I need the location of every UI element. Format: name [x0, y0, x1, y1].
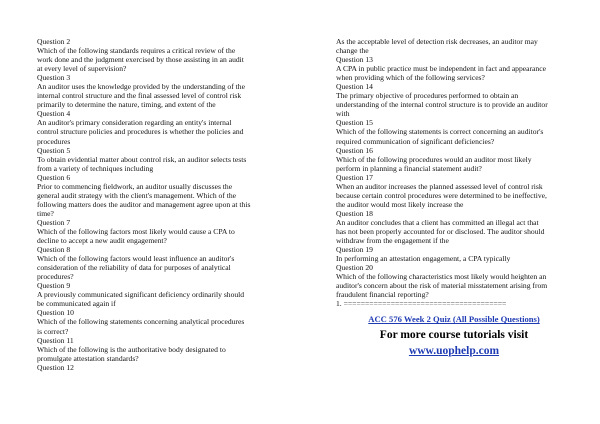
text-line: change the [336, 46, 369, 56]
text-line: internal control structure and the final assessed level of control risk [37, 91, 242, 101]
text-line: Which of the following statements concerning analytical procedures [37, 317, 245, 327]
text-line: with [336, 109, 350, 119]
text-line: auditor's concern about the risk of material misstatement arising from [336, 281, 548, 291]
text-line: decline to accept a new audit engagement? [37, 236, 167, 246]
text-line: is correct? [37, 326, 69, 336]
question-number: Question 12 [37, 362, 74, 372]
text-line: procedures? [37, 272, 74, 282]
question-number: Question 6 [37, 172, 71, 182]
text-line: Which of the following procedures would an auditor most likely [336, 154, 532, 164]
text-line: 1. ====================================== [336, 299, 507, 309]
quiz-title-link[interactable]: ACC 576 Week 2 Quiz (All Possible Questions) [368, 314, 540, 325]
text-line: A previously communicated significant deficiency ordinarily should [37, 290, 245, 300]
text-line: An auditor uses the knowledge provided by the understanding of the [37, 82, 245, 92]
question-number: Question 9 [37, 281, 71, 291]
question-number: Question 10 [37, 308, 74, 318]
text-line: when providing which of the following services? [336, 73, 485, 83]
question-number: Question 4 [37, 109, 71, 119]
question-number: Question 20 [336, 263, 373, 273]
text-line: The primary objective of procedures performed to obtain an [336, 91, 519, 101]
text-line: To obtain evidential matter about control risk, an auditor selects tests [37, 154, 247, 164]
text-line: primarily to determine the nature, timing, and extent of the [37, 100, 216, 110]
text-line: fraudulent financial reporting? [336, 290, 429, 300]
question-number: Question 3 [37, 73, 71, 83]
promo-text: For more course tutorials visit [379, 329, 529, 342]
text-line: An auditor concludes that a client has committed an illegal act that [336, 217, 539, 227]
right-column-lines [336, 37, 572, 308]
text-line: work done and the judgment exercised by those assisting in an audit [37, 55, 244, 65]
text-line: As the acceptable level of detection risk decreases, an auditor may [336, 37, 538, 46]
text-line: control structure policies and procedures is whether the policies and [37, 127, 244, 137]
text-line: Which of the following standards requires a critical review of the [37, 46, 236, 56]
question-number: Question 11 [37, 335, 74, 345]
text-line: from a variety of techniques including [37, 163, 154, 173]
question-number: Question 18 [336, 208, 373, 218]
text-line: Which of the following is the authoritative body designated to [37, 344, 226, 354]
question-number: Question 8 [37, 245, 71, 255]
text-line: Which of the following statements is correct concerning an auditor's [336, 127, 544, 137]
question-number: Question 5 [37, 145, 71, 155]
text-line: following matters does the auditor and management agree upon at this [37, 199, 251, 209]
text-line: promulgate attestation standards? [37, 353, 139, 363]
text-line: has not been properly accounted for or disclosed. The auditor should [336, 226, 545, 236]
text-line: When an auditor increases the planned assessed level of control risk [336, 181, 543, 191]
text-line: general audit strategy with the client's management. Which of the [37, 190, 237, 200]
text-line: perform in planning a financial statement audit? [336, 163, 482, 173]
website-link[interactable]: www.uophelp.com [408, 344, 500, 357]
text-line: An auditor's primary consideration regarding an entity's internal [37, 118, 232, 128]
question-number: Question 16 [336, 145, 373, 155]
text-line: Prior to commencing fieldwork, an auditor usually discusses the [37, 181, 233, 191]
text-line: because certain control procedures were determined to be ineffective, [336, 190, 547, 200]
text-line: In performing an attestation engagement, a CPA typically [336, 254, 511, 264]
text-line: Which of the following factors most likely would cause a CPA to [37, 226, 235, 236]
text-line: required communication of significant deficiencies? [336, 136, 495, 146]
right-column [336, 37, 572, 356]
text-line: procedures [37, 136, 71, 146]
question-number: Question 13 [336, 55, 373, 65]
text-line: A CPA in public practice must be independent in fact and appearance [336, 64, 546, 74]
text-line: withdraw from the engagement if the [336, 236, 449, 246]
text-line: time? [37, 208, 54, 218]
text-line: be communicated again if [37, 299, 116, 309]
question-number: Question 17 [336, 172, 373, 182]
text-line: the auditor would most likely increase the [336, 199, 464, 209]
text-line: at every level of supervision? [37, 64, 127, 74]
left-column [37, 37, 299, 372]
question-number: Question 2 [37, 37, 71, 46]
text-line: Which of the following factors would least influence an auditor's [37, 254, 235, 264]
text-line: Which of the following characteristics most likely would heighten an [336, 272, 547, 282]
question-number: Question 19 [336, 245, 373, 255]
question-number: Question 15 [336, 118, 373, 128]
text-line: understanding of the internal control structure is to provide an auditor [336, 100, 548, 110]
question-number: Question 14 [336, 82, 373, 92]
question-number: Question 7 [37, 217, 71, 227]
text-line: consideration of the reliability of data for purposes of analytical [37, 263, 231, 273]
